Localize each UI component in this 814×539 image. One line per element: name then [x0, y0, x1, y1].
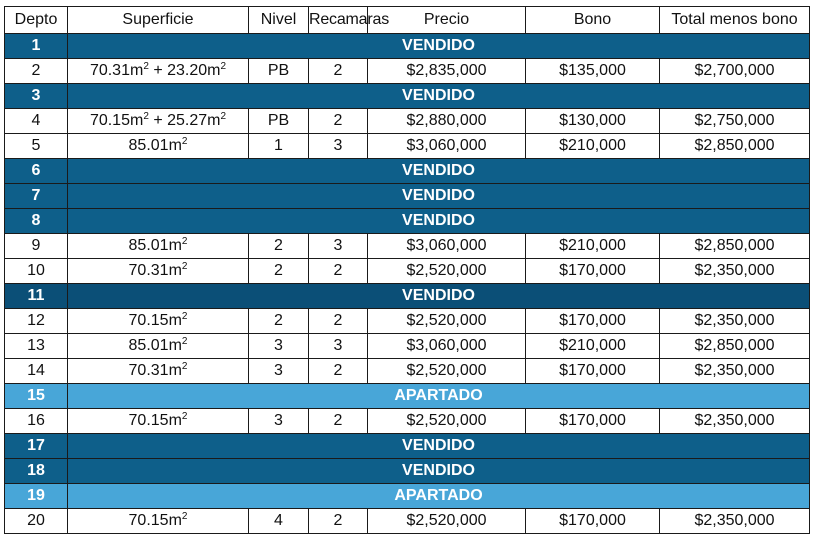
cell-depto: 13 [5, 334, 68, 359]
cell-bono: $170,000 [526, 309, 660, 334]
cell-recamaras: 2 [309, 359, 368, 384]
cell-depto: 18 [5, 459, 68, 484]
area-exponent: 2 [220, 111, 227, 122]
cell-depto: 4 [5, 109, 68, 134]
area-value: 70.15 [128, 512, 169, 529]
table-row [5, 509, 810, 534]
area-value: 85.01 [128, 237, 169, 254]
area-value: 85.01 [128, 137, 169, 154]
cell-bono: $170,000 [526, 359, 660, 384]
table-row [5, 184, 810, 209]
cell-total: $2,850,000 [660, 334, 810, 359]
cell-recamaras: 3 [309, 334, 368, 359]
area-exponent: 2 [143, 61, 149, 72]
area-exponent: 2 [181, 511, 188, 522]
table-row [5, 159, 810, 184]
cell-recamaras: 2 [309, 309, 368, 334]
cell-depto: 20 [5, 509, 68, 534]
area-unit: m [168, 312, 182, 329]
area-value: 85.01 [128, 337, 169, 354]
status-badge: VENDIDO [68, 284, 810, 309]
cell-superficie [68, 359, 249, 384]
cell-depto: 14 [5, 359, 68, 384]
area-exponent: 2 [220, 61, 227, 72]
table-row [5, 334, 810, 359]
area-unit: m [168, 362, 182, 379]
area-value: + 23.20 [148, 62, 208, 79]
table-row [5, 209, 810, 234]
cell-precio: $2,520,000 [368, 259, 526, 284]
cell-total: $2,700,000 [660, 59, 810, 84]
cell-precio: $2,520,000 [368, 409, 526, 434]
cell-nivel: 2 [249, 234, 309, 259]
cell-depto: 1 [5, 34, 68, 59]
cell-superficie [68, 334, 249, 359]
table-row [5, 434, 810, 459]
cell-total: $2,350,000 [660, 309, 810, 334]
area-exponent: 2 [181, 136, 188, 147]
cell-total: $2,350,000 [660, 509, 810, 534]
cell-recamaras: 3 [309, 134, 368, 159]
cell-nivel: 3 [249, 359, 309, 384]
cell-nivel: 1 [249, 134, 309, 159]
area-unit: m [168, 237, 182, 254]
cell-total: $2,350,000 [660, 359, 810, 384]
area-exponent: 2 [181, 361, 188, 372]
table-row [5, 284, 810, 309]
status-badge: VENDIDO [68, 434, 810, 459]
cell-depto: 3 [5, 84, 68, 109]
cell-total: $2,850,000 [660, 134, 810, 159]
table-row [5, 459, 810, 484]
area-value: 70.15 [89, 112, 130, 129]
area-unit: m [168, 412, 182, 429]
table-row [5, 409, 810, 434]
cell-bono: $210,000 [526, 234, 660, 259]
area-unit: m [129, 62, 144, 79]
cell-superficie [68, 234, 249, 259]
header-nivel: Nivel [249, 7, 309, 34]
area-value: 70.15 [128, 412, 169, 429]
area-unit: m [168, 512, 182, 529]
status-badge: VENDIDO [68, 34, 810, 59]
cell-depto: 19 [5, 484, 68, 509]
header-bono: Bono [526, 7, 660, 34]
cell-nivel: PB [249, 59, 309, 84]
area-unit: m [207, 62, 221, 79]
cell-total: $2,750,000 [660, 109, 810, 134]
table-row [5, 234, 810, 259]
table-row [5, 84, 810, 109]
status-badge: VENDIDO [68, 159, 810, 184]
table-row [5, 34, 810, 59]
area-unit: m [129, 112, 144, 129]
cell-depto: 15 [5, 384, 68, 409]
cell-bono: $135,000 [526, 59, 660, 84]
cell-recamaras: 3 [309, 234, 368, 259]
cell-precio: $3,060,000 [368, 334, 526, 359]
cell-precio: $2,880,000 [368, 109, 526, 134]
cell-superficie [68, 309, 249, 334]
cell-depto: 5 [5, 134, 68, 159]
cell-depto: 8 [5, 209, 68, 234]
cell-superficie [68, 409, 249, 434]
area-value: + 25.27 [148, 112, 208, 129]
cell-depto: 17 [5, 434, 68, 459]
header-precio: Precio [368, 7, 526, 34]
cell-depto: 9 [5, 234, 68, 259]
status-badge: APARTADO [68, 484, 810, 509]
cell-precio: $2,520,000 [368, 509, 526, 534]
cell-total: $2,350,000 [660, 409, 810, 434]
cell-bono: $170,000 [526, 259, 660, 284]
header-depto: Depto [5, 7, 68, 34]
cell-precio: $3,060,000 [368, 134, 526, 159]
cell-precio: $2,520,000 [368, 309, 526, 334]
cell-bono: $210,000 [526, 334, 660, 359]
cell-nivel: 3 [249, 334, 309, 359]
status-badge: VENDIDO [68, 184, 810, 209]
cell-recamaras: 2 [309, 259, 368, 284]
status-badge: VENDIDO [68, 209, 810, 234]
area-exponent: 2 [181, 261, 188, 272]
cell-nivel: 2 [249, 259, 309, 284]
cell-recamaras: 2 [309, 409, 368, 434]
table-row [5, 259, 810, 284]
area-value: 70.31 [128, 362, 169, 379]
cell-recamaras: 2 [309, 509, 368, 534]
table-row [5, 109, 810, 134]
cell-depto: 10 [5, 259, 68, 284]
cell-superficie [68, 109, 249, 134]
area-exponent: 2 [181, 311, 188, 322]
table-row [5, 134, 810, 159]
cell-depto: 16 [5, 409, 68, 434]
status-badge: VENDIDO [68, 84, 810, 109]
table-row [5, 309, 810, 334]
cell-precio: $3,060,000 [368, 234, 526, 259]
cell-depto: 12 [5, 309, 68, 334]
area-value: 70.31 [128, 262, 169, 279]
header-total-menos-bono: Total menos bono [660, 7, 810, 34]
cell-nivel: 4 [249, 509, 309, 534]
table-row [5, 484, 810, 509]
table-body [5, 34, 810, 534]
area-exponent: 2 [181, 411, 188, 422]
cell-superficie [68, 134, 249, 159]
cell-recamaras: 2 [309, 109, 368, 134]
area-unit: m [168, 337, 182, 354]
area-unit: m [207, 112, 221, 129]
cell-superficie [68, 259, 249, 284]
cell-bono: $130,000 [526, 109, 660, 134]
cell-nivel: PB [249, 109, 309, 134]
area-value: 70.31 [89, 62, 130, 79]
cell-depto: 11 [5, 284, 68, 309]
cell-precio: $2,835,000 [368, 59, 526, 84]
cell-total: $2,850,000 [660, 234, 810, 259]
header-row [5, 7, 810, 34]
cell-bono: $170,000 [526, 509, 660, 534]
units-price-table [4, 6, 810, 534]
cell-bono: $210,000 [526, 134, 660, 159]
cell-recamaras: 2 [309, 59, 368, 84]
cell-superficie [68, 509, 249, 534]
area-unit: m [168, 137, 182, 154]
cell-nivel: 3 [249, 409, 309, 434]
table-row [5, 384, 810, 409]
area-value: 70.15 [128, 312, 169, 329]
header-superficie: Superficie [68, 7, 249, 34]
area-exponent: 2 [181, 236, 188, 247]
cell-precio: $2,520,000 [368, 359, 526, 384]
status-badge: VENDIDO [68, 459, 810, 484]
status-badge: APARTADO [68, 384, 810, 409]
area-exponent: 2 [143, 111, 149, 122]
cell-nivel: 2 [249, 309, 309, 334]
table-row [5, 59, 810, 84]
cell-superficie [68, 59, 249, 84]
cell-bono: $170,000 [526, 409, 660, 434]
cell-depto: 7 [5, 184, 68, 209]
table-row [5, 359, 810, 384]
cell-depto: 6 [5, 159, 68, 184]
cell-total: $2,350,000 [660, 259, 810, 284]
area-exponent: 2 [181, 336, 188, 347]
cell-depto: 2 [5, 59, 68, 84]
area-unit: m [168, 262, 182, 279]
header-recamaras: Recamaras [309, 7, 368, 34]
